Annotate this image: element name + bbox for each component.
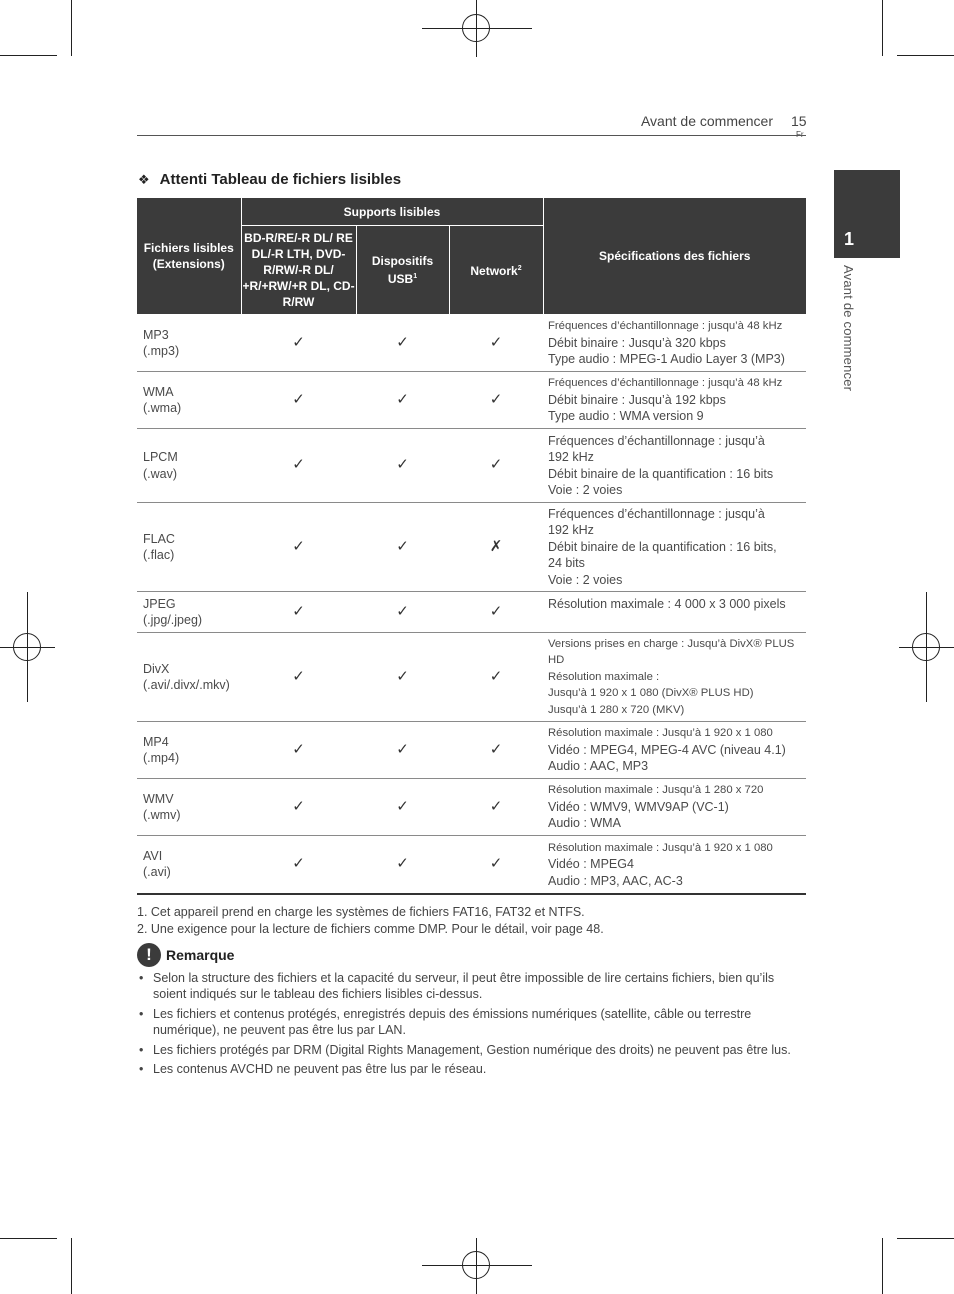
usb-support-mark: ✓	[356, 633, 449, 722]
disc-support-mark: ✓	[241, 633, 356, 722]
file-spec-cell: Fréquences d’échantillonnage : jusqu’à 192 kHz Débit binaire de la quantification : 16 bits Voie : 2 voies	[543, 429, 806, 503]
running-header-title: Avant de commencer	[640, 113, 773, 129]
list-item: • Selon la structure des fichiers et la capacité du serveur, il peut être impossible de lire certains fichiers, bien qu’ils soient indiqués sur le tableau des fichiers lisibles ci-dessus.	[139, 971, 775, 1002]
header-supports: Supports lisibles	[241, 198, 543, 226]
usb-support-mark: ✓	[356, 779, 449, 836]
table-row	[137, 315, 806, 372]
table-row	[137, 592, 806, 633]
bullet-icon: •	[139, 1006, 144, 1021]
disc-support-mark: ✓	[241, 429, 356, 503]
usb-support-mark: ✓	[356, 372, 449, 429]
table-row	[137, 429, 806, 503]
file-spec-cell: Fréquences d’échantillonnage : jusqu’à 192 kHz Débit binaire de la quantification : 16 bits, 24 bits Voie : 2 voies	[543, 503, 806, 592]
page-number: 15	[791, 113, 807, 129]
network-support-mark: ✓	[449, 722, 543, 779]
usb-support-mark: ✓	[356, 592, 449, 633]
bullet-icon: •	[139, 1062, 144, 1077]
file-type-cell: FLAC (.flac)	[137, 503, 241, 592]
section-title	[138, 171, 401, 188]
file-type-cell: AVI (.avi)	[137, 836, 241, 894]
remark-heading	[137, 943, 234, 967]
file-spec-cell: Résolution maximale : Jusqu’à 1 920 x 1 080 Vidéo : MPEG4, MPEG-4 AVC (niveau 4.1) Audio : AAC, MP3	[543, 722, 806, 779]
file-spec-cell: Résolution maximale : Jusqu’à 1 920 x 1 080 Vidéo : MPEG4 Audio : MP3, AAC, AC-3	[543, 836, 806, 894]
header-specs: Spécifications des fichiers	[543, 198, 806, 315]
diamond-bullet-icon: ❖	[138, 171, 150, 187]
list-item: • Les fichiers protégés par DRM (Digital Rights Management, Gestion numérique des droits) ne peuvent pas être lus.	[139, 1042, 791, 1057]
footnote-2: 2. Une exigence pour la lecture de fichiers comme DMP. Pour le détail, voir page 48.	[137, 921, 604, 936]
network-support-mark: ✓	[449, 429, 543, 503]
chapter-tab-number: 1	[844, 229, 855, 249]
disc-support-mark: ✓	[241, 779, 356, 836]
usb-support-mark: ✓	[356, 429, 449, 503]
header-network: Network$^2$	[449, 226, 543, 315]
network-support-mark: ✓	[449, 633, 543, 722]
file-spec-cell: Fréquences d’échantillonnage : jusqu’à 48 kHz Débit binaire : Jusqu’à 192 kbps Type audio : WMA version 9	[543, 372, 806, 429]
remark-list	[137, 970, 806, 1080]
table-row	[137, 503, 806, 592]
exclamation-icon: !	[137, 943, 161, 967]
playable-files-table	[137, 197, 806, 895]
list-item: • Les fichiers et contenus protégés, enregistrés depuis des émissions numériques (satellite, câble ou terrestre numérique), ne peuvent pas être lus par LAN.	[139, 1006, 752, 1038]
network-support-mark: ✓	[449, 592, 543, 633]
file-spec-cell: Résolution maximale : Jusqu’à 1 280 x 720 Vidéo : WMV9, WMV9AP (VC-1) Audio : WMA	[543, 779, 806, 836]
chapter-tab-label: Avant de commencer	[841, 265, 856, 392]
network-support-mark: ✓	[449, 836, 543, 894]
footnote-1: 1. Cet appareil prend en charge les systèmes de fichiers FAT16, FAT32 et NTFS.	[137, 905, 585, 919]
table-row	[137, 372, 806, 429]
remark-title: Remarque	[166, 947, 235, 963]
network-support-mark: ✓	[449, 779, 543, 836]
usb-support-mark: ✓	[356, 503, 449, 592]
usb-support-mark: ✓	[356, 722, 449, 779]
section-title-text: Attenti Tableau de fichiers lisibles	[159, 171, 402, 188]
bullet-icon: •	[139, 1042, 144, 1057]
file-type-cell: MP3 (.mp3)	[137, 315, 241, 372]
table-row	[137, 836, 806, 894]
disc-support-mark: ✓	[241, 503, 356, 592]
file-type-cell: WMV (.wmv)	[137, 779, 241, 836]
usb-support-mark: ✓	[356, 836, 449, 894]
file-type-cell: LPCM (.wav)	[137, 429, 241, 503]
disc-support-mark: ✓	[241, 592, 356, 633]
bullet-icon: •	[139, 971, 144, 985]
network-support-mark: ✓	[449, 372, 543, 429]
file-type-cell: WMA (.wma)	[137, 372, 241, 429]
header-files: Fichiers lisibles (Extensions)	[137, 198, 241, 315]
file-spec-cell: Fréquences d’échantillonnage : jusqu’à 48 kHz Débit binaire : Jusqu’à 320 kbps Type audio : MPEG-1 Audio Layer 3 (MP3)	[543, 315, 806, 372]
file-type-cell: MP4 (.mp4)	[137, 722, 241, 779]
disc-support-mark: ✓	[241, 372, 356, 429]
list-item: • Les contenus AVCHD ne peuvent pas être lus par le réseau.	[139, 1062, 487, 1077]
header-disc: BD-R/RE/-R DL/ RE DL/-R LTH, DVD-R/RW/-R DL/ +R/+RW/+R DL, CD-R/RW	[241, 226, 356, 315]
disc-support-mark: ✓	[241, 722, 356, 779]
table-row	[137, 779, 806, 836]
footnotes	[137, 904, 604, 937]
usb-support-mark: ✓	[356, 315, 449, 372]
file-type-cell: DivX (.avi/.divx/.mkv)	[137, 633, 241, 722]
file-spec-cell: Versions prises en charge : Jusqu’à DivX® PLUS HD Résolution maximale : Jusqu’à 1 920 x 1 080 (DivX® PLUS HD) Jusqu’à 1 280 x 720 (MKV)	[543, 633, 806, 722]
file-type-cell: JPEG (.jpg/.jpeg)	[137, 592, 241, 633]
file-spec-cell: Résolution maximale : 4 000 x 3 000 pixels	[543, 592, 806, 633]
table-row	[137, 633, 806, 722]
table-row	[137, 722, 806, 779]
header-usb: Dispositifs USB$^1$	[356, 226, 449, 315]
disc-support-mark: ✓	[241, 315, 356, 372]
disc-support-mark: ✓	[241, 836, 356, 894]
network-support-mark: ✓	[449, 315, 543, 372]
header-divider	[137, 135, 806, 136]
network-support-mark: ✗	[449, 503, 543, 592]
